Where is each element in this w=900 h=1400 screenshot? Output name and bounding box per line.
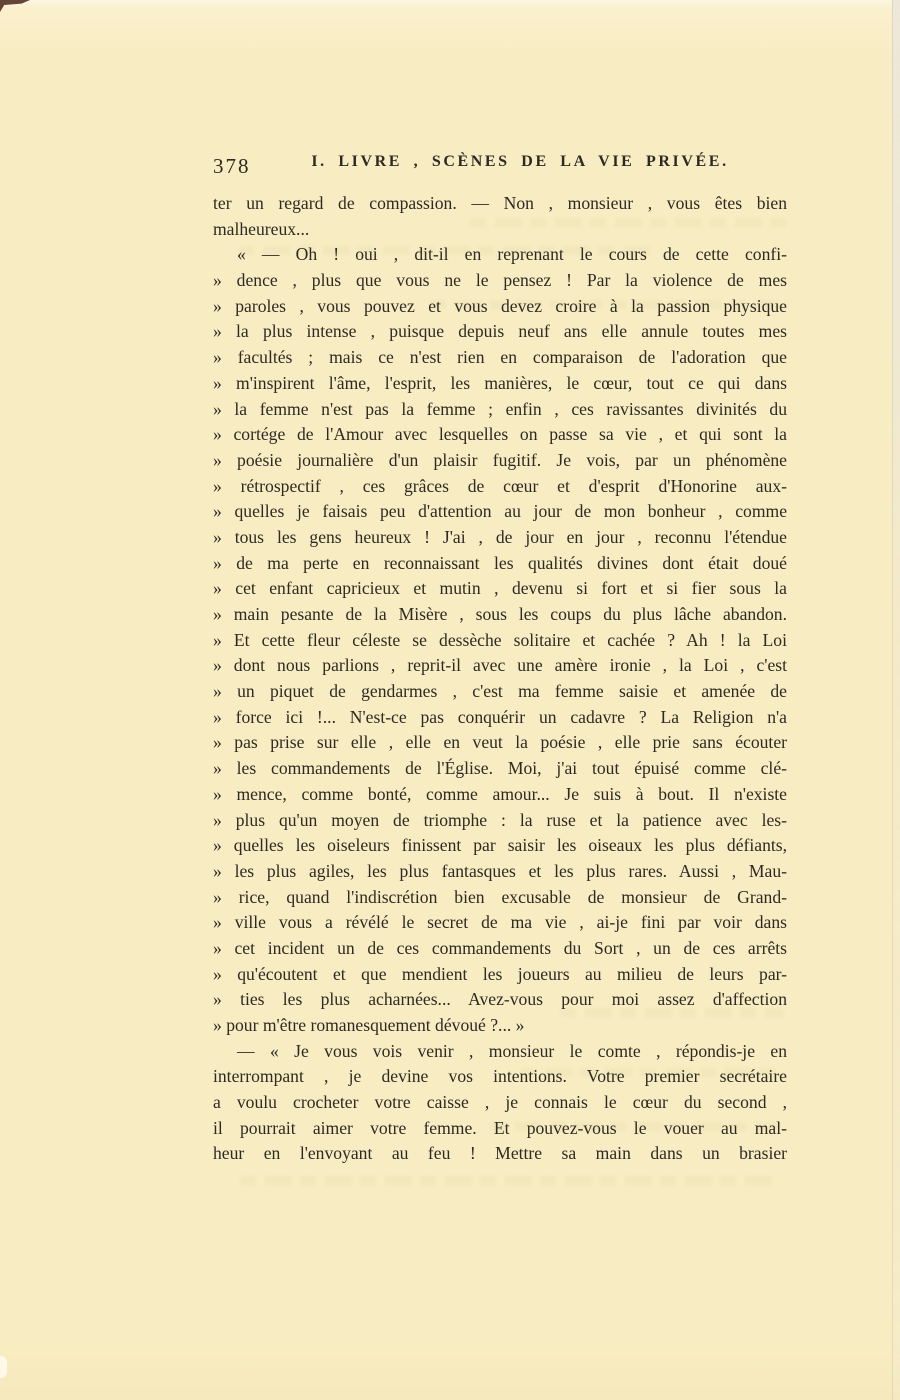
- text-line: — « Je vous vois venir , monsieur le comte , répondis-je en: [237, 1040, 787, 1061]
- text-line: » cortége de l'Amour avec lesquelles on passe sa vie , et qui sont la: [213, 424, 787, 445]
- text-line: » un piquet de gendarmes , c'est ma femme saisie et amenée de: [213, 681, 787, 702]
- text-line: ter un regard de compassion. — Non , monsieur , vous êtes bien: [213, 193, 787, 213]
- text-line: » cet incident un de ces commandements du Sort , un de ces arrêts: [213, 937, 787, 958]
- text-line: » dence , plus que vous ne le pensez ! Par la violence de mes: [213, 270, 787, 291]
- running-title: I. LIVRE , SCÈNES DE LA VIE PRIVÉE.: [311, 153, 729, 170]
- ink-showthrough: [240, 1176, 780, 1185]
- body-text: [213, 191, 787, 1167]
- scan-right-edge: [892, 0, 900, 1400]
- text-line: » dont nous parlions , reprit-il avec une amère ironie , la Loi , c'est: [213, 655, 787, 676]
- text-line: » force ici !... N'est-ce pas conquérir un cadavre ? La Religion n'a: [213, 706, 787, 727]
- text-line: » quelles les oiseleurs finissent par saisir les oiseaux les plus défiants,: [213, 835, 787, 856]
- page-header: [213, 153, 787, 183]
- scan-top-edge: [0, 0, 900, 9]
- text-line: » quelles je faisais peu d'attention au jour de mon bonheur , comme: [213, 501, 787, 522]
- text-line: » de ma perte en reconnaissant les qualités divines dont était doué: [213, 552, 787, 573]
- text-line: » Et cette fleur céleste se dessèche solitaire et cachée ? Ah ! la Loi: [213, 629, 787, 650]
- text-line: » poésie journalière d'un plaisir fugitif. Je vois, par un phénomène: [213, 449, 787, 470]
- text-line: » ville vous a révélé le secret de ma vie , ai-je fini par voir dans: [213, 912, 787, 933]
- text-line: » les plus agiles, les plus fantasques et les plus rares. Aussi , Mau-: [213, 860, 787, 881]
- text-line: » rice, quand l'indiscrétion bien excusable de monsieur de Grand-: [213, 886, 787, 907]
- text-line: » facultés ; mais ce n'est rien en comparaison de l'adoration que: [213, 347, 787, 368]
- page-number: 378: [213, 154, 251, 178]
- text-line: heur en l'envoyant au feu ! Mettre sa main dans un brasier: [213, 1143, 787, 1164]
- text-line: » qu'écoutent et que mendient les joueurs au milieu de leurs par-: [213, 963, 787, 984]
- text-line: » les commandements de l'Église. Moi, j'ai tout épuisé comme clé-: [213, 758, 787, 779]
- text-line: » la plus intense , puisque depuis neuf ans elle annule toutes mes: [213, 321, 787, 342]
- scan-edge-spot: [0, 1356, 7, 1378]
- text-line: » cet enfant capricieux et mutin , devenu si fort et si fier sous la: [213, 578, 787, 599]
- text-line: » rétrospectif , ces grâces de cœur et d'esprit d'Honorine aux-: [213, 475, 787, 496]
- text-line: il pourrait aimer votre femme. Et pouvez-vous le vouer au mal-: [213, 1117, 787, 1138]
- text-line: malheureux...: [213, 218, 310, 239]
- text-line: » paroles , vous pouvez et vous devez croire à la passion physique: [213, 295, 787, 316]
- text-line: a voulu crocheter votre caisse , je connais le cœur du second ,: [213, 1092, 787, 1113]
- text-line: « — Oh ! oui , dit-il en reprenant le cours de cette confi-: [237, 244, 787, 265]
- text-line: » m'inspirent l'âme, l'esprit, les manières, le cœur, tout ce qui dans: [213, 372, 787, 393]
- text-line: » mence, comme bonté, comme amour... Je suis à bout. Il n'existe: [213, 783, 787, 804]
- text-line: » pas prise sur elle , elle en veut la poésie , elle prie sans écouter: [213, 732, 787, 753]
- text-line: interrompant , je devine vos intentions. Votre premier secrétaire: [213, 1066, 787, 1087]
- text-line: » la femme n'est pas la femme ; enfin , ces ravissantes divinités du: [213, 398, 787, 419]
- text-line: » tous les gens heureux ! J'ai , de jour en jour , reconnu l'étendue: [213, 526, 787, 547]
- text-line: » pour m'être romanesquement dévoué ?... »: [213, 1015, 525, 1035]
- text-line: » plus qu'un moyen de triomphe : la ruse et la patience avec les-: [213, 809, 787, 830]
- text-line: » main pesante de la Misère , sous les coups du plus lâche abandon.: [213, 604, 787, 624]
- text-line: » ties les plus acharnées... Avez-vous pour moi assez d'affection: [213, 989, 787, 1010]
